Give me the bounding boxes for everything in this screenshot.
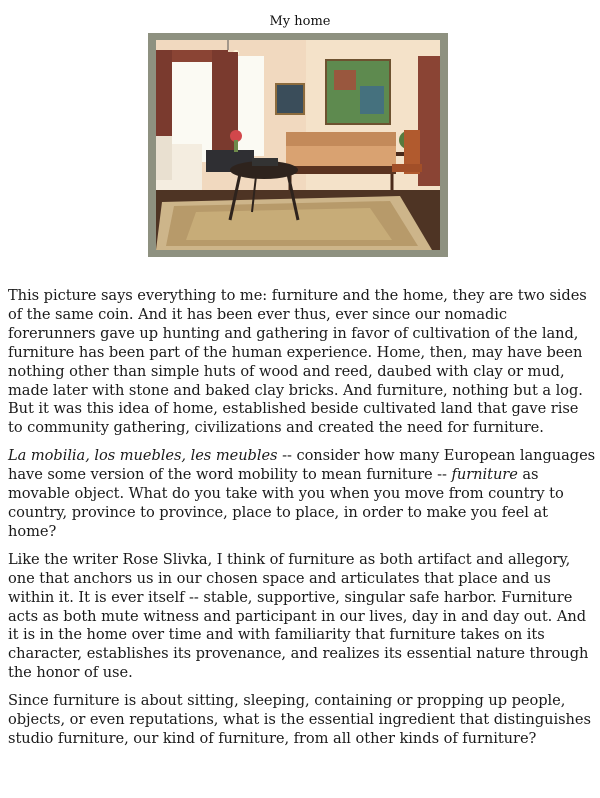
paragraph-2-italic-word: furniture [451, 466, 518, 484]
paragraph-4: Since furniture is about sitting, sleeping, containing or propping up people, objects, or even reputations, what is the essential ingredient that distinguishes studio furniture, our kind of furniture, from all other kinds of furniture? [8, 692, 591, 747]
article-body [8, 287, 596, 758]
paragraph-2-text-b: as movable object. What do you take with you when you move from country to country, province to province, place to place, in order to make you feel at home? [8, 466, 564, 540]
photo-caption: My home [269, 14, 331, 29]
paragraph-2-lead: La mobilia, los muebles, les meubles [8, 447, 278, 465]
paragraph-2 [8, 447, 596, 542]
paragraph-2-text-a: -- consider how many European languages have some version of the word mobility to mean furniture -- [8, 447, 596, 484]
paragraph-3: Like the writer Rose Slivka, I think of furniture as both artifact and allegory, one that anchors us in our chosen space and articulates that place and us within it. It is ever itself -- stable, supportive, singular safe harbor. Furniture acts as both mute witness and participant in our lives, day in and day out. And it is in the home over time and with familiarity that furniture takes on its character, establishes its provenance, and realizes its essential nature through the honor of use. [8, 550, 589, 682]
photo-frame [148, 33, 448, 257]
paragraph-1: This picture says everything to me: furniture and the home, they are two sides of the same coin. And it has been ever thus, ever since our nomadic forerunners gave up hunting and gathering in favor of cultivation of the land, furniture has been part of the human experience. Home, then, may have been nothing other than simple huts of wood and reed, daubed with clay or mud, made later with stone and baked clay bricks. And furniture, nothing but a log. But it was this idea of home, established beside cultivated land that gave rise to community gathering, civilizations and created the need for furniture. [8, 287, 587, 437]
living-room-photo [156, 40, 440, 250]
